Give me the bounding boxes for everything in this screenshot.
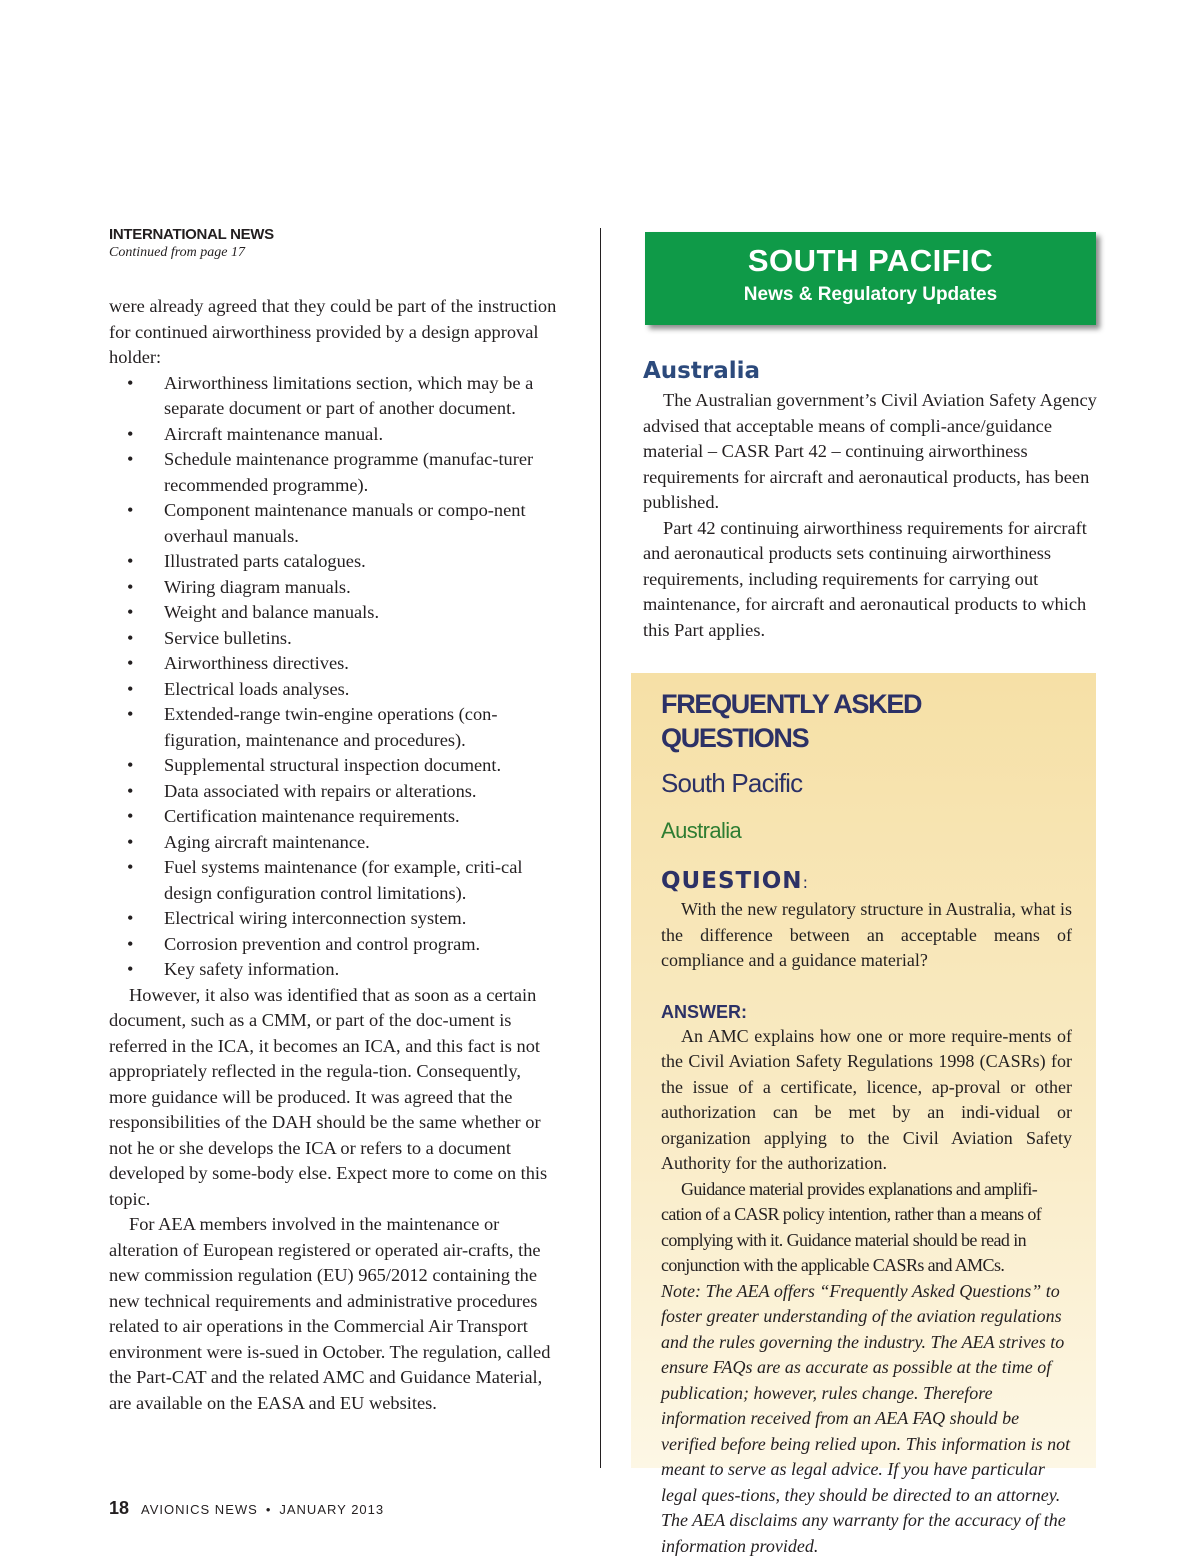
faq-box — [631, 673, 1096, 1468]
column-divider — [600, 228, 601, 1468]
list-item: • Service bulletins. — [109, 626, 559, 652]
list-item: • Aging aircraft maintenance. — [109, 830, 559, 856]
faq-country: Australia — [661, 817, 1072, 845]
list-item: • Aircraft maintenance manual. — [109, 422, 559, 448]
list-item: • Corrosion prevention and control program. — [109, 932, 559, 958]
faq-title: FREQUENTLY ASKED QUESTIONS — [661, 687, 1072, 755]
list-item: • Electrical loads analyses. — [109, 677, 559, 703]
australia-heading: Australia — [643, 357, 1099, 385]
paragraph-however: However, it also was identified that as soon as a certain document, such as a CMM, or part of the doc-ument is referred in the ICA, it becomes an ICA, and this fact is not appropriately reflected in the regula-tion. Consequently, more guidance will be produced. It was agreed that the responsibilities of the DAH should be the same whether or not he or she develops the ICA or refers to a document developed by some-body else. Expect more to come on this topic. — [109, 983, 559, 1213]
ica-document-list — [109, 371, 559, 983]
list-item: • Electrical wiring interconnection system. — [109, 906, 559, 932]
faq-region: South Pacific — [661, 767, 1072, 799]
faq-answer: An AMC explains how one or more require-ments of the Civil Aviation Safety Regulations 1998 (CASRs) for the issue of a certificate, licence, ap-proval or other authorization can be met by an indi-vidual or organization applying to the Civil Aviation Safety Authority for the authorization. — [661, 1024, 1072, 1177]
list-item: • Extended-range twin-engine operations (con-figuration, maintenance and procedures). — [109, 702, 559, 753]
continued-note: Continued from page 17 — [109, 244, 559, 262]
question-label — [661, 867, 1072, 897]
page-footer — [109, 1497, 384, 1521]
answer-label: ANSWER: — [661, 1000, 1072, 1024]
banner-title: SOUTH PACIFIC — [645, 243, 1096, 279]
page-number: 18 — [109, 1498, 129, 1518]
list-item: • Key safety information. — [109, 957, 559, 983]
left-column — [109, 226, 559, 1416]
faq-question: With the new regulatory structure in Australia, what is the difference between an acceptable means of compliance and a guidance material? — [661, 897, 1072, 974]
question-label-text: QUESTION — [661, 868, 803, 894]
section-label: INTERNATIONAL NEWS — [109, 226, 559, 244]
publication-name: AVIONICS NEWS — [141, 1502, 258, 1517]
list-item: • Wiring diagram manuals. — [109, 575, 559, 601]
south-pacific-banner — [645, 232, 1096, 325]
list-item: • Supplemental structural inspection document. — [109, 753, 559, 779]
footer-separator: • — [266, 1502, 272, 1517]
list-item: • Fuel systems maintenance (for example, criti-cal design configuration control limitations). — [109, 855, 559, 906]
intro-paragraph: were already agreed that they could be part of the instruction for continued airworthiness provided by a design approval holder: — [109, 294, 559, 371]
banner-subtitle: News & Regulatory Updates — [645, 283, 1096, 307]
australia-paragraph: Part 42 continuing airworthiness requirements for aircraft and aeronautical products sets continuing airworthiness requirements, including requirements for carrying out maintenance, for aircraft and aeronautical products to which this Part applies. — [643, 516, 1099, 644]
list-item: • Certification maintenance requirements. — [109, 804, 559, 830]
list-item: • Weight and balance manuals. — [109, 600, 559, 626]
paragraph-aea-members: For AEA members involved in the maintenance or alteration of European registered or operated air-crafts, the new commission regulation (EU) 965/2012 containing the new technical requirements and administrative procedures related to air operations in the Commercial Air Transport environment were is-sued in October. The regulation, called the Part-CAT and the related AMC and Guidance Material, are available on the EASA and EU websites. — [109, 1212, 559, 1416]
list-item: • Airworthiness directives. — [109, 651, 559, 677]
list-item: • Component maintenance manuals or compo-nent overhaul manuals. — [109, 498, 559, 549]
issue-date: JANUARY 2013 — [279, 1502, 384, 1517]
list-item: • Schedule maintenance programme (manufac-turer recommended programme). — [109, 447, 559, 498]
faq-answer: Guidance material provides explanations and amplifi-cation of a CASR policy intention, rather than a means of complying with it. Guidance material should be read in conjunction with the applicable CASRs and AMCs. — [661, 1177, 1072, 1279]
list-item: • Airworthiness limitations section, which may be a separate document or part of another document. — [109, 371, 559, 422]
question-label-colon: : — [803, 873, 808, 892]
faq-disclaimer-note: Note: The AEA offers “Frequently Asked Questions” to foster greater understanding of the aviation regulations and the rules governing the industry. The AEA strives to ensure FAQs are as accurate as possible at the time of publication; however, rules change. Therefore information received from an AEA FAQ should be verified before being relied upon. This information is not meant to serve as legal advice. If you have particular legal ques-tions, they should be directed to an attorney. The AEA disclaims any warranty for the accuracy of the information provided. — [661, 1279, 1072, 1559]
australia-paragraph: The Australian government’s Civil Aviation Safety Agency advised that acceptable means of compli-ance/guidance material – CASR Part 42 – continuing airworthiness requirements for aircraft and aeronautical products, has been published. — [643, 388, 1099, 516]
list-item: • Illustrated parts catalogues. — [109, 549, 559, 575]
australia-section — [643, 357, 1099, 643]
list-item: • Data associated with repairs or alterations. — [109, 779, 559, 805]
